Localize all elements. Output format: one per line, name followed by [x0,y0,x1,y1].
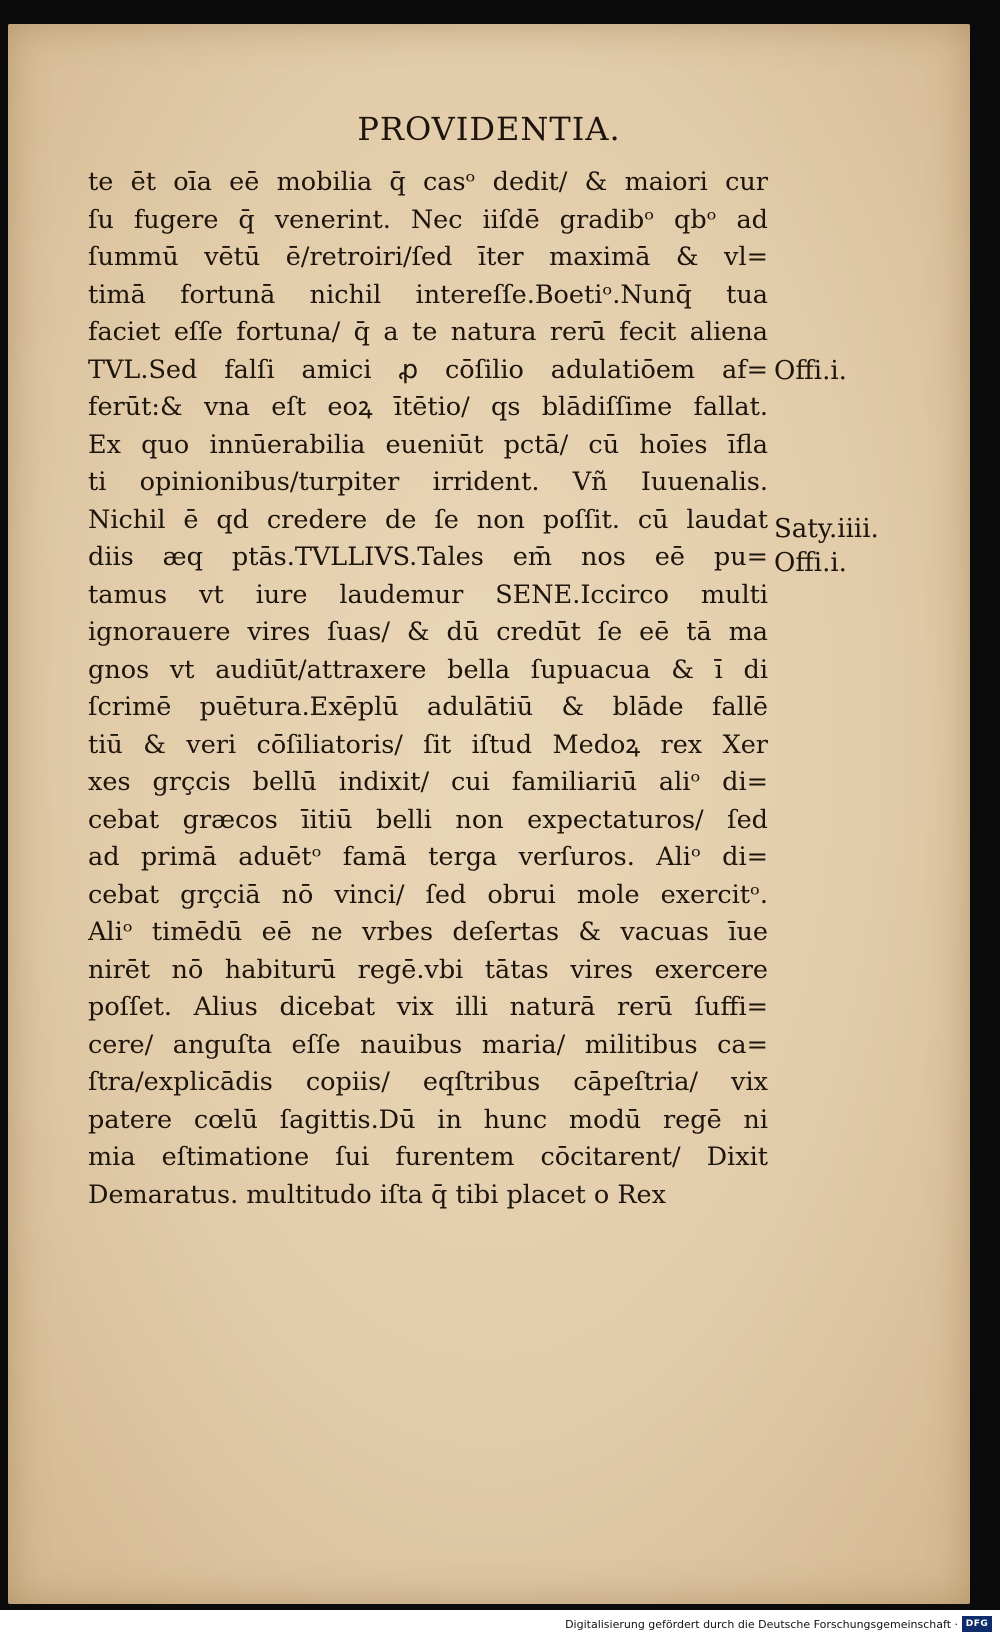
text-line: ignorauere vires ſuas/ & dū credūt ſe eē tā ma [88,617,768,647]
book-page [8,24,970,1604]
page-title: PROVIDENTIA. [357,110,621,148]
text-line: te ēt oīa eē mobilia q̄ casᵒ dedit/ & maiori cur [88,167,768,197]
text-line: mia eſtimatione ſui furentem cōcitarent/ Dixit [88,1142,768,1172]
text-line: ti opinionibus/turpiter irrident. Vñ Iuuenalis. [88,467,768,497]
text-line: xes grçcis bellū indixit/ cui familiariū aliᵒ di= [88,767,768,797]
text-line: patere cœlū ſagittis.Dū in hunc modū regē ni [88,1104,768,1135]
text-line: tamus vt iure laudemur SENE.Iccirco multi [88,579,768,610]
text-line: faciet eſſe fortuna/ q̄ a te natura rerū fecit aliena [88,317,768,347]
text-line: Demaratus. multitudo iſta q̄ tibi placet o Rex [88,1179,666,1210]
text-line: TVL.Sed falſi amici ꝓ cōſilio adulatiōem af= [88,354,768,385]
body-text [88,164,768,1214]
margin-note: Offi.i. [774,548,847,578]
text-line: timā fortunā nichil intereſſe.Boetiᵒ.Nunq̄ tua [88,279,768,310]
text-line: tiū & veri cōſiliatoris/ ſit iſtud Medoꝝ rex Xer [88,729,768,760]
text-line: cebat græcos īitiū belli non expectaturos/ ſed [88,804,768,835]
dfg-logo-icon: DFG [962,1616,992,1632]
text-line: ſtra/explicādis copiis/ eqſtribus cāpeſtria/ vix [88,1067,768,1097]
funding-credit: Digitalisierung gefördert durch die Deutsche Forschungsgemeinschaft · [565,1618,958,1631]
text-line: cebat grçciā nō vinci/ ſed obrui mole exercitᵒ. [88,879,768,910]
text-line: ferūt:& vna eſt eoꝝ ītētio/ qs blādiſſime fallat. [88,392,768,422]
text-line: Ex quo innūerabilia eueniūt pctā/ cū hoīes īfla [88,429,768,460]
text-line: cere/ anguſta eſſe nauibus maria/ militibus ca= [88,1029,768,1060]
text-line: ſcrimē puētura.Exēplū adulātiū & blāde fallē [88,692,768,722]
text-line: poſſet. Alius dicebat vix illi naturā rerū ſuffi= [88,992,768,1022]
text-line: Nichil ē qd credere de ſe non poſſit. cū laudat [88,504,768,535]
text-line: ad primā aduētᵒ famā terga verſuros. Aliᵒ di= [88,842,768,872]
text-line: Aliᵒ timēdū eē ne vrbes deſertas & vacuas īue [88,917,768,947]
text-line: ſu fugere q̄ venerint. Nec iiſdē gradibᵒ qbᵒ ad [88,204,768,235]
margin-note: Offi.i. [774,356,847,386]
text-line: diis æq ptās.TVLLIVS.Tales em̄ nos eē pu= [88,542,768,572]
text-line: gnos vt audiūt/attraxere bella ſupuacua & ī di [88,654,768,685]
text-line: ſummū vētū ē/retroiri/ſed īter maximā & vl= [88,242,768,272]
margin-note: Saty.iiii. [774,514,879,544]
text-line: nirēt nō habiturū regē.vbi tātas vires exercere [88,954,768,985]
